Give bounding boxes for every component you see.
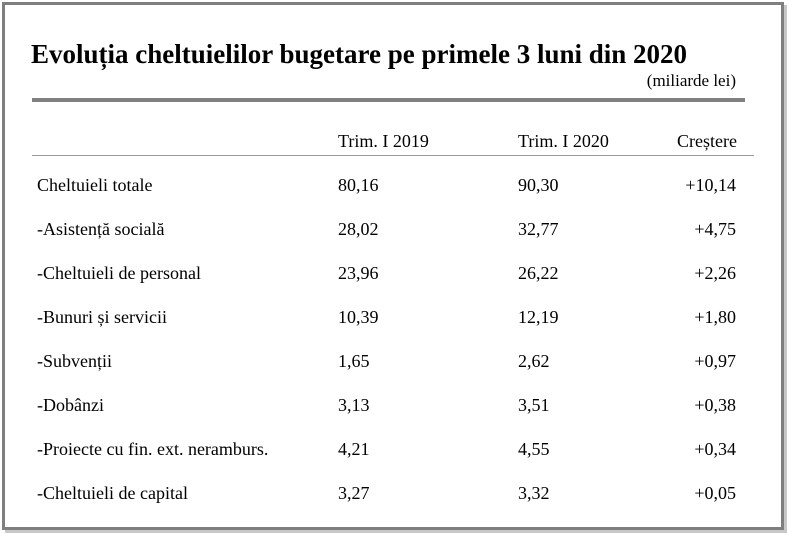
value-trim-2019: 3,13 [338,395,370,415]
value-trim-2020: 2,62 [518,351,550,371]
value-trim-2019: 23,96 [338,263,379,283]
row-label: -Proiecte cu fin. ext. neramburs. [37,439,269,459]
title-divider [32,98,745,102]
value-trim-2020: 3,51 [518,395,550,415]
chart-title: Evoluția cheltuielilor bugetare pe primele 3 luni din 2020 [31,39,688,69]
value-crestere: +1,80 [694,307,736,327]
value-crestere: +0,34 [694,439,736,459]
value-trim-2019: 80,16 [338,175,379,195]
chart-frame [2,2,784,530]
row-label: -Asistență socială [37,219,165,239]
chart-unit: (miliarde lei) [646,71,736,90]
row-label: -Dobânzi [37,395,104,415]
value-trim-2020: 32,77 [518,219,559,239]
value-trim-2020: 12,19 [518,307,559,327]
value-trim-2019: 4,21 [338,439,370,459]
row-label: -Subvenții [37,351,112,371]
value-trim-2020: 90,30 [518,175,559,195]
value-crestere: +2,26 [694,263,736,283]
row-label: -Cheltuieli de personal [37,263,201,283]
value-crestere: +0,38 [694,395,736,415]
value-trim-2019: 1,65 [338,351,370,371]
column-header-trim-2020: Trim. I 2020 [518,131,609,151]
column-header-crestere: Creștere [677,131,737,151]
header-divider [32,155,754,156]
value-trim-2019: 10,39 [338,307,379,327]
value-crestere: +0,05 [694,483,736,503]
column-header-trim-2019: Trim. I 2019 [338,131,429,151]
value-trim-2020: 4,55 [518,439,550,459]
value-trim-2019: 28,02 [338,219,379,239]
value-crestere: +10,14 [685,175,736,195]
value-trim-2020: 26,22 [518,263,559,283]
row-label: Cheltuieli totale [37,175,153,195]
value-trim-2019: 3,27 [338,483,370,503]
row-label: -Bunuri și servicii [37,307,167,327]
value-trim-2020: 3,32 [518,483,550,503]
value-crestere: +0,97 [694,351,736,371]
value-crestere: +4,75 [694,219,736,239]
row-label: -Cheltuieli de capital [37,483,188,503]
